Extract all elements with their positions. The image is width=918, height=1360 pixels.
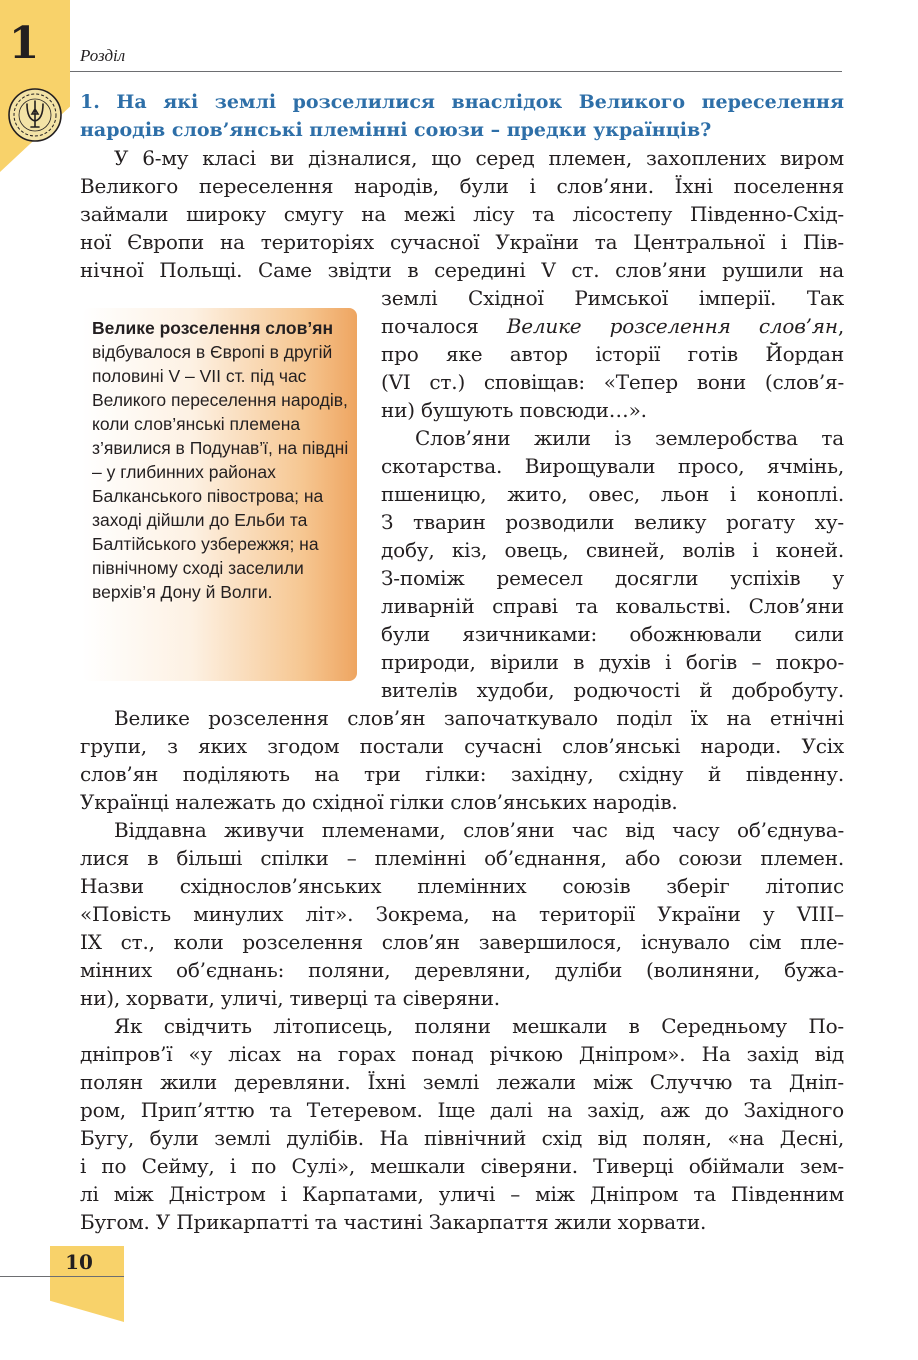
- definition-term: Велике розселення слов’ян: [92, 318, 334, 338]
- text-line: Великого переселення народів, були і слов’яни. Їхні поселення: [80, 174, 844, 198]
- text-line: слов’ян поділяють на три гілки: західну, східну й південну.: [80, 762, 844, 786]
- text-line: Як свідчить літописець, поляни мешкали в Середньому По-: [114, 1014, 844, 1038]
- text-line: ром, Прип’яттю та Тетеревом. Іще далі на захід, аж до Західного: [80, 1098, 844, 1122]
- footer-rule: [0, 1276, 124, 1277]
- text-run: почалося: [381, 314, 479, 338]
- text-line: про яке автор історії готів Йордан: [381, 342, 844, 366]
- text-line: ливарній справі та ковальстві. Слов’яни: [381, 594, 844, 618]
- text-line: З-поміж ремесел досягли успіхів у: [381, 566, 844, 590]
- text-line: У 6-му класі ви дізналися, що серед племен, захоплених виром: [114, 146, 844, 170]
- coin-trident-icon: [6, 86, 64, 144]
- text-line: ни) бушують повсюди…».: [381, 398, 647, 422]
- chapter-number: 1: [8, 18, 40, 69]
- intro-paragraph: [80, 144, 844, 284]
- definition-body: відбувалося в Європі в другій половині V – VII ст. під час Великого переселення народів, коли слов’янські племена з’явилися в Подунав’ї, на півдні – у глибинних районах Балканського півострова; на заході дійшли до Ельби та Балтійського узбережжя; на північному сході заселили верхів’я Дону й Волги.: [92, 342, 349, 602]
- column-paragraph-b: [381, 424, 844, 704]
- text-line: [381, 312, 844, 340]
- text-line: ни), хорвати, уличі, тиверці та сіверяни.: [80, 986, 500, 1010]
- section-label: Розділ: [80, 46, 126, 65]
- question-heading: 1. На які землі розселилися внаслідок Великого переселення народів слов’янські племінні союзи – предки українців?: [80, 91, 844, 141]
- text-line: Бугом. У Прикарпатті та частині Закарпаття жили хорвати.: [80, 1210, 707, 1234]
- definition-text: [92, 316, 352, 604]
- text-line: природи, вірили в духів і богів – покро-: [381, 650, 844, 674]
- text-line: пшеницю, жито, овес, льон і коноплі.: [381, 482, 844, 506]
- text-line: мінних об’єднань: поляни, деревляни, дуліби (волиняни, бужа-: [80, 958, 844, 982]
- text-line: групи, з яких згодом постали сучасні слов’янські народи. Усіх: [80, 734, 844, 758]
- text-line: нічної Польщі. Саме звідти в середині V ст. слов’яни рушили на: [80, 258, 844, 282]
- italic-term: Велике розселення слов’ян: [506, 314, 838, 338]
- text-line: З тварин розводили велику рогату ху-: [381, 510, 844, 534]
- text-line: Українці належать до східної гілки слов’янських народів.: [80, 790, 678, 814]
- text-line: були язичниками: обожнювали сили: [381, 622, 844, 646]
- page-number: 10: [65, 1250, 93, 1274]
- text-line: добу, кіз, овець, свиней, волів і коней.: [381, 538, 844, 562]
- text-line: і по Сейму, і по Сулі», мешкали сіверяни. Тиверці обіймали зем-: [80, 1154, 844, 1178]
- text-line: Віддавна живучи племенами, слов’яни час від часу об’єднува-: [114, 818, 844, 842]
- text-line: землі Східної Римської імперії. Так: [381, 286, 844, 310]
- text-line: полян жили деревляни. Їхні землі лежали між Случчю та Дніп-: [80, 1070, 844, 1094]
- text-line: займали широку смугу на межі лісу та лісостепу Південно-Схід-: [80, 202, 844, 226]
- text-line: Велике розселення слов’ян започаткувало поділ їх на етнічні: [114, 706, 844, 730]
- text-line: скотарства. Вирощували просо, ячмінь,: [381, 454, 844, 478]
- unions-paragraph: [80, 816, 844, 1012]
- chronicle-paragraph: [80, 1012, 844, 1236]
- groups-paragraph: [80, 704, 844, 816]
- text-line: «Повість минулих літ». Зокрема, на території України у VIII–: [80, 902, 844, 926]
- text-line: Назви східнослов’янських племінних союзів зберіг літопис: [80, 874, 844, 898]
- text-line: Слов’яни жили із землеробства та: [415, 426, 844, 450]
- text-line: вителів худоби, родючості й добробуту.: [381, 678, 844, 702]
- column-paragraph-a: [381, 284, 844, 424]
- text-line: Бугу, були землі дулібів. На північний схід від полян, «на Десні,: [80, 1126, 844, 1150]
- text-line: лися в більші спілки – племінні об’єднання, або союзи племен.: [80, 846, 844, 870]
- text-line: дніпров’ї «у лісах на горах понад річкою Дніпром». На захід від: [80, 1042, 844, 1066]
- text-line: ної Європи на територіях сучасної України та Центральної і Пів-: [80, 230, 844, 254]
- text-run: ,: [837, 314, 844, 338]
- text-line: IX ст., коли розселення слов’ян завершилося, існувало сім пле-: [80, 930, 844, 954]
- header-rule: [70, 71, 842, 72]
- text-line: (VI ст.) сповіщав: «Тепер вони (слов’я-: [381, 370, 844, 394]
- text-line: лі між Дністром і Карпатами, уличі – між Дніпром та Південним: [80, 1182, 844, 1206]
